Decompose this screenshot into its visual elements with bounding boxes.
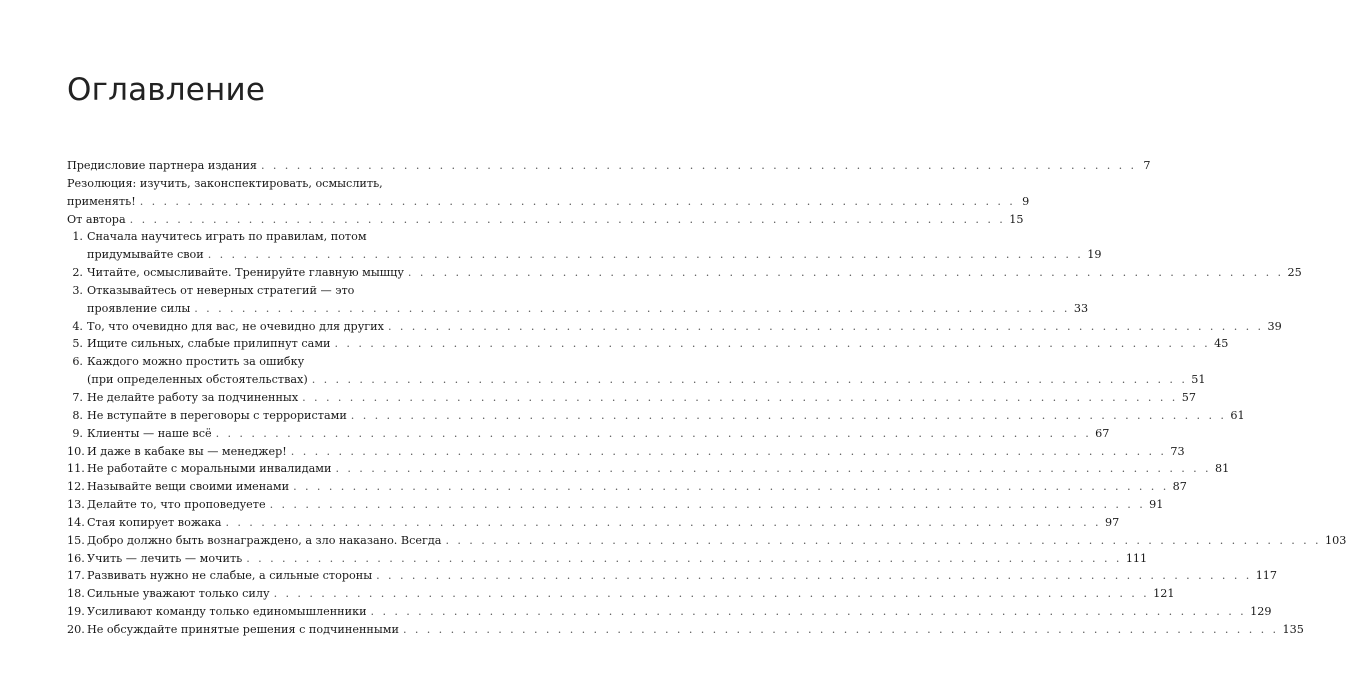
- toc-entry-line: [67, 496, 1164, 514]
- toc-entry[interactable]: [67, 157, 1151, 175]
- dot-leader: [351, 407, 1227, 425]
- toc-page-number: 7: [1143, 159, 1151, 172]
- dot-leader: [376, 567, 1252, 585]
- toc-entry-title: применять!: [67, 194, 136, 208]
- toc-page-number: 135: [1282, 622, 1304, 636]
- dot-leader: [246, 550, 1122, 568]
- toc-entry-line: [67, 389, 1196, 407]
- toc-entry-number: 8.: [72, 408, 83, 422]
- toc-page-number: 33: [1073, 301, 1089, 315]
- dot-leader: [140, 193, 1016, 211]
- toc-entry-number: 15.: [67, 533, 85, 547]
- dot-leader: [388, 318, 1264, 336]
- toc-page-number: 103: [1325, 533, 1346, 547]
- dot-leader: [208, 246, 1084, 264]
- toc-entry-number: 9.: [72, 426, 83, 440]
- dot-leader: [312, 371, 1188, 389]
- toc-page-number: 39: [1267, 319, 1282, 333]
- toc-entry-line: [67, 621, 1304, 639]
- dot-leader: [302, 389, 1178, 407]
- toc-entry-line: [67, 407, 1245, 425]
- toc-page-number: 73: [1170, 444, 1185, 458]
- toc-entry[interactable]: [67, 318, 1282, 336]
- toc-entry[interactable]: [67, 567, 1278, 585]
- toc-entry[interactable]: [67, 478, 1187, 496]
- toc-entry-line: [67, 335, 1229, 353]
- toc-entry-title: Не обсуждайте принятые решения с подчиненными: [87, 622, 399, 636]
- toc-entry-title: Читайте, осмысливайте. Тренируйте главную мышцу: [87, 266, 404, 280]
- toc-entry[interactable]: [67, 264, 1302, 282]
- toc-entry-line: [67, 318, 1282, 336]
- toc-page-number: 81: [1215, 462, 1230, 476]
- toc-entry-number: 3.: [72, 283, 83, 297]
- toc-entry-title: Не работайте с моральными инвалидами: [87, 462, 332, 476]
- toc-entry-number: 12.: [67, 480, 85, 494]
- dot-leader: [291, 443, 1167, 461]
- toc-entry[interactable]: [67, 211, 1024, 229]
- toc-entry-line: [67, 264, 1302, 282]
- dot-leader: [130, 211, 1006, 229]
- toc-entry[interactable]: [67, 228, 1102, 264]
- toc-entry-line: [67, 157, 1151, 175]
- toc-entry-line: [67, 514, 1120, 532]
- toc-page-number: 97: [1105, 515, 1120, 529]
- toc-entry-title: Предисловие партнера издания: [67, 159, 257, 172]
- dot-leader: [403, 621, 1279, 639]
- toc-entry-title: Усиливают команду только единомышленники: [87, 605, 367, 619]
- toc-entry-title: И даже в кабаке вы — менеджер!: [87, 444, 287, 458]
- toc-page-number: 15: [1009, 212, 1024, 226]
- toc-entry-title: Делайте то, что проповедуете: [87, 498, 266, 512]
- toc-entry-number: 10.: [67, 444, 85, 458]
- toc-entry-title: От автора: [67, 212, 126, 226]
- toc-page-number: 57: [1181, 390, 1196, 404]
- toc-entry-line: [67, 371, 1206, 389]
- toc-entry-line: [67, 603, 1272, 621]
- toc-page-number: 51: [1191, 373, 1206, 387]
- toc-entry-title: Учить — лечить — мочить: [87, 551, 243, 565]
- toc-entry[interactable]: [67, 621, 1304, 639]
- toc-page-number: 45: [1214, 337, 1229, 351]
- dot-leader: [274, 585, 1150, 603]
- toc-page-number: 67: [1095, 426, 1110, 440]
- toc-entry-line: [67, 175, 413, 193]
- toc-entry-title: (при определенных обстоятельствах): [87, 373, 308, 387]
- toc-entry-number: 16.: [67, 551, 85, 565]
- dot-leader: [408, 264, 1284, 282]
- toc-entry[interactable]: [67, 532, 1346, 550]
- toc-entry[interactable]: [67, 460, 1230, 478]
- toc-entry-line: [67, 550, 1148, 568]
- toc-entry[interactable]: [67, 353, 1206, 389]
- toc-entry-line: [67, 567, 1278, 585]
- toc-entry[interactable]: [67, 407, 1245, 425]
- toc-page-number: 91: [1149, 498, 1164, 512]
- toc-entry-number: 7.: [72, 390, 83, 404]
- toc-page-number: 129: [1250, 605, 1272, 619]
- dot-leader: [371, 603, 1247, 621]
- toc-entry-number: 2.: [72, 266, 83, 280]
- toc-entry-title: То, что очевидно для вас, не очевидно для других: [87, 319, 384, 333]
- toc-entry[interactable]: [67, 389, 1196, 407]
- toc-entry-line: [67, 246, 1102, 264]
- toc-entry[interactable]: [67, 496, 1164, 514]
- toc-entry[interactable]: [67, 603, 1272, 621]
- toc-entry-number: 5.: [72, 337, 83, 351]
- dot-leader: [335, 335, 1211, 353]
- toc-entry-line: [67, 478, 1187, 496]
- toc-entry-number: 6.: [72, 355, 83, 369]
- toc-entry[interactable]: [67, 514, 1120, 532]
- toc-entry-title: проявление силы: [87, 301, 191, 315]
- toc-entry-line: [67, 228, 413, 246]
- toc-page-number: 87: [1172, 480, 1187, 494]
- toc-entry[interactable]: [67, 425, 1110, 443]
- toc-entry-line: [67, 460, 1230, 478]
- toc-entry[interactable]: [67, 282, 1089, 318]
- toc-entry-number: 11.: [67, 462, 85, 476]
- toc-page-number: 117: [1255, 569, 1278, 583]
- toc-entry-line: [67, 532, 1346, 550]
- dot-leader: [445, 532, 1321, 550]
- toc-entry-number: 19.: [67, 605, 85, 619]
- toc-entry-line: [67, 425, 1110, 443]
- toc-entry[interactable]: [67, 585, 1175, 603]
- toc-entry-number: 20.: [67, 622, 85, 636]
- toc-entry[interactable]: [67, 550, 1148, 568]
- toc-entry-title: Резолюция: изучить, законспектировать, осмыслить,: [67, 176, 383, 190]
- toc-entry-title: придумывайте свои: [87, 248, 204, 262]
- toc-entry-title: Не вступайте в переговоры с террористами: [87, 408, 347, 422]
- toc-entry-title: Называйте вещи своими именами: [87, 480, 290, 494]
- toc-entry-title: Каждого можно простить за ошибку: [87, 355, 305, 369]
- toc-page-number: 19: [1087, 248, 1102, 262]
- toc-entry-number: 14.: [67, 515, 85, 529]
- toc-page-number: 61: [1230, 408, 1245, 422]
- dot-leader: [293, 478, 1169, 496]
- toc-entry-line: [67, 443, 1185, 461]
- toc-entry[interactable]: [67, 335, 1229, 353]
- toc-entry[interactable]: [67, 443, 1185, 461]
- toc-entry-number: 17.: [67, 569, 85, 583]
- toc-entry-number: 18.: [67, 587, 85, 601]
- dot-leader: [194, 300, 1070, 318]
- toc-entry-title: Добро должно быть вознаграждено, а зло наказано. Всегда: [87, 533, 442, 547]
- toc-page-number: 111: [1125, 551, 1148, 565]
- toc-page-number: 121: [1153, 587, 1175, 601]
- dot-leader: [270, 496, 1146, 514]
- toc-entry-title: Ищите сильных, слабые прилипнут сами: [87, 337, 331, 351]
- dot-leader: [225, 514, 1101, 532]
- toc-entry-line: [67, 585, 1175, 603]
- toc-entry-title: Не делайте работу за подчиненных: [87, 390, 299, 404]
- table-of-contents: [67, 157, 1346, 639]
- toc-entry-line: [67, 300, 1089, 318]
- toc-entry-line: [67, 353, 413, 371]
- page-title: Оглавление: [67, 72, 266, 108]
- toc-entry-title: Развивать нужно не слабые, а сильные стороны: [87, 569, 373, 583]
- toc-entry-title: Сильные уважают только силу: [87, 587, 270, 601]
- toc-entry-title: Стая копирует вожака: [87, 515, 222, 529]
- toc-page-number: 25: [1287, 266, 1302, 280]
- dot-leader: [261, 157, 1137, 175]
- toc-entry-line: [67, 193, 1030, 211]
- toc-entry-title: Клиенты — наше всё: [87, 426, 212, 440]
- toc-entry-line: [67, 211, 1024, 229]
- toc-entry-title: Отказывайтесь от неверных стратегий — это: [87, 283, 355, 297]
- toc-entry-number: 4.: [72, 319, 83, 333]
- toc-entry-number: 13.: [67, 498, 85, 512]
- toc-page-number: 9: [1022, 194, 1030, 208]
- toc-entry-line: [67, 282, 413, 300]
- toc-entry-title: Сначала научитесь играть по правилам, потом: [87, 230, 367, 244]
- dot-leader: [216, 425, 1092, 443]
- dot-leader: [335, 460, 1211, 478]
- toc-entry[interactable]: [67, 175, 1030, 211]
- toc-entry-number: 1.: [72, 230, 83, 244]
